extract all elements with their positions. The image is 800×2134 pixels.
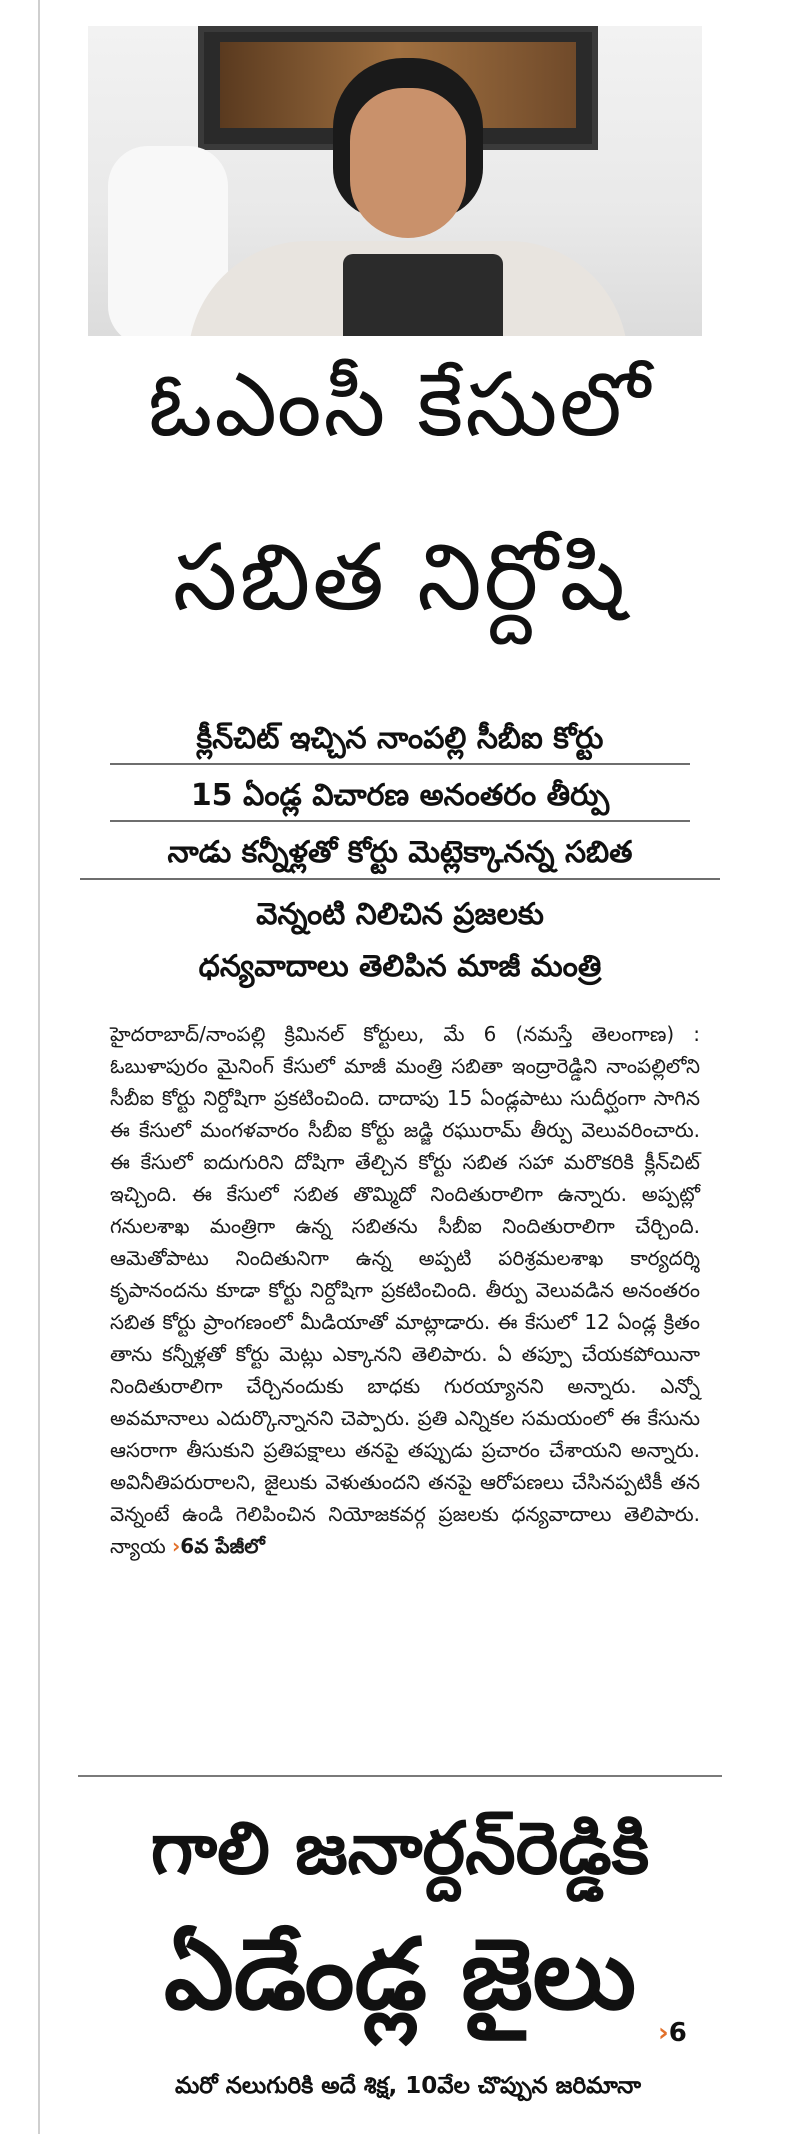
second-headline-line-1: గాలి జనార్దన్‌రెడ్డికి	[150, 1806, 650, 1890]
subline-5: ధన్యవాదాలు తెలిపిన మాజీ మంత్రి	[198, 949, 602, 984]
headline-line-2: సబిత నిర్దోషి	[172, 524, 628, 631]
column-divider-line	[38, 0, 40, 2134]
second-headline-line-2: ఏడేండ్ల జైలు	[163, 1918, 637, 2032]
photo-saree	[343, 254, 503, 336]
subline-3: నాడు కన్నీళ్లతో కోర్టు మెట్లెక్కానన్న సబిత	[167, 835, 633, 870]
subline-rule-2	[110, 820, 690, 822]
jump-arrow-icon: ›	[658, 2018, 669, 2048]
headline-line-1: ఓఎంసీ కేసులో	[148, 353, 652, 456]
subline-2: 15 ఏండ్ల విచారణ అనంతరం తీర్పు	[190, 778, 610, 813]
subline-4: వెన్నంటి నిలిచిన ప్రజలకు	[256, 897, 544, 932]
second-story-jump-page: 6	[668, 2018, 687, 2048]
story-divider	[78, 1775, 722, 1777]
jump-arrow-icon: ›	[172, 1534, 181, 1558]
continued-page-link[interactable]: 6వ పేజీలో	[180, 1534, 265, 1558]
news-photo	[88, 26, 702, 336]
article-body-text: హైదరాబాద్/నాంపల్లి క్రిమినల్ కోర్టులు, మే 6 (నమస్తే తెలంగాణ) : ఓబుళాపురం మైనింగ్ కేసులో మాజీ మంత్రి సబితా ఇంద్రారెడ్డిని నాంపల్లిలోని సీబీఐ కోర్టు నిర్దోషిగా ప్రకటించింది. దాదాపు 15 ఏండ్లపాటు సుదీర్ఘంగా సాగిన ఈ కేసులో మంగళవారం సీబీఐ కోర్టు జడ్జి రఘురామ్ తీర్పు వెలువరించారు. ఈ కేసులో ఐదుగురిని దోషిగా తేల్చిన కోర్టు సబిత సహా మరొకరికి క్లీన్‌చిట్ ఇచ్చింది. ఈ కేసులో సబిత తొమ్మిదో నిందితురాలిగా ఉన్నారు. అప్పట్లో గనులశాఖ మంత్రిగా ఉన్న సబితను సీబీఐ నిందితురాలిగా చేర్చింది. ఆమెతోపాటు నిందితునిగా ఉన్న అప్పటి పరిశ్రమలశాఖ కార్యదర్శి కృపానందను కూడా కోర్టు నిర్దోషిగా ప్రకటించింది. తీర్పు వెలువడిన అనంతరం సబిత కోర్టు ప్రాంగణంలో మీడియాతో మాట్లాడారు. ఈ కేసులో 12 ఏండ్ల క్రితం తాను కన్నీళ్లతో కోర్టు మెట్లు ఎక్కానని తెలిపారు. ఏ తప్పూ చేయకపోయినా నిందితురాలిగా చేర్చినందుకు బాధకు గురయ్యానని అన్నారు. ఎన్నో అవమానాలు ఎదుర్కొన్నానని చెప్పారు. ప్రతి ఎన్నికల సమయంలో ఈ కేసును ఆసరాగా తీసుకుని ప్రతిపక్షాలు తనపై తప్పుడు ప్రచారం చేశాయని అన్నారు. అవినీతిపరురాలని, జైలుకు వెళుతుందని తనపై ఆరోపణలు చేసినప్పటికీ తన వెన్నంటే ఉండి గెలిపించిన నియోజకవర్గ ప్రజలకు ధన్యవాదాలు తెలిపారు. న్యాయ	[110, 1022, 700, 1558]
second-story-jump[interactable]	[658, 2018, 687, 2048]
subline-rule-3	[80, 878, 720, 880]
second-story-deck: మరో నలుగురికి అదే శిక్ష, 10వేల చొప్పున జరిమానా	[174, 2073, 642, 2099]
subline-rule-1	[110, 763, 690, 765]
article-body	[110, 1018, 700, 1562]
photo-person-face	[350, 88, 466, 238]
subline-1: క్లీన్‌చిట్ ఇచ్చిన నాంపల్లి సీబీఐ కోర్టు	[196, 721, 604, 756]
